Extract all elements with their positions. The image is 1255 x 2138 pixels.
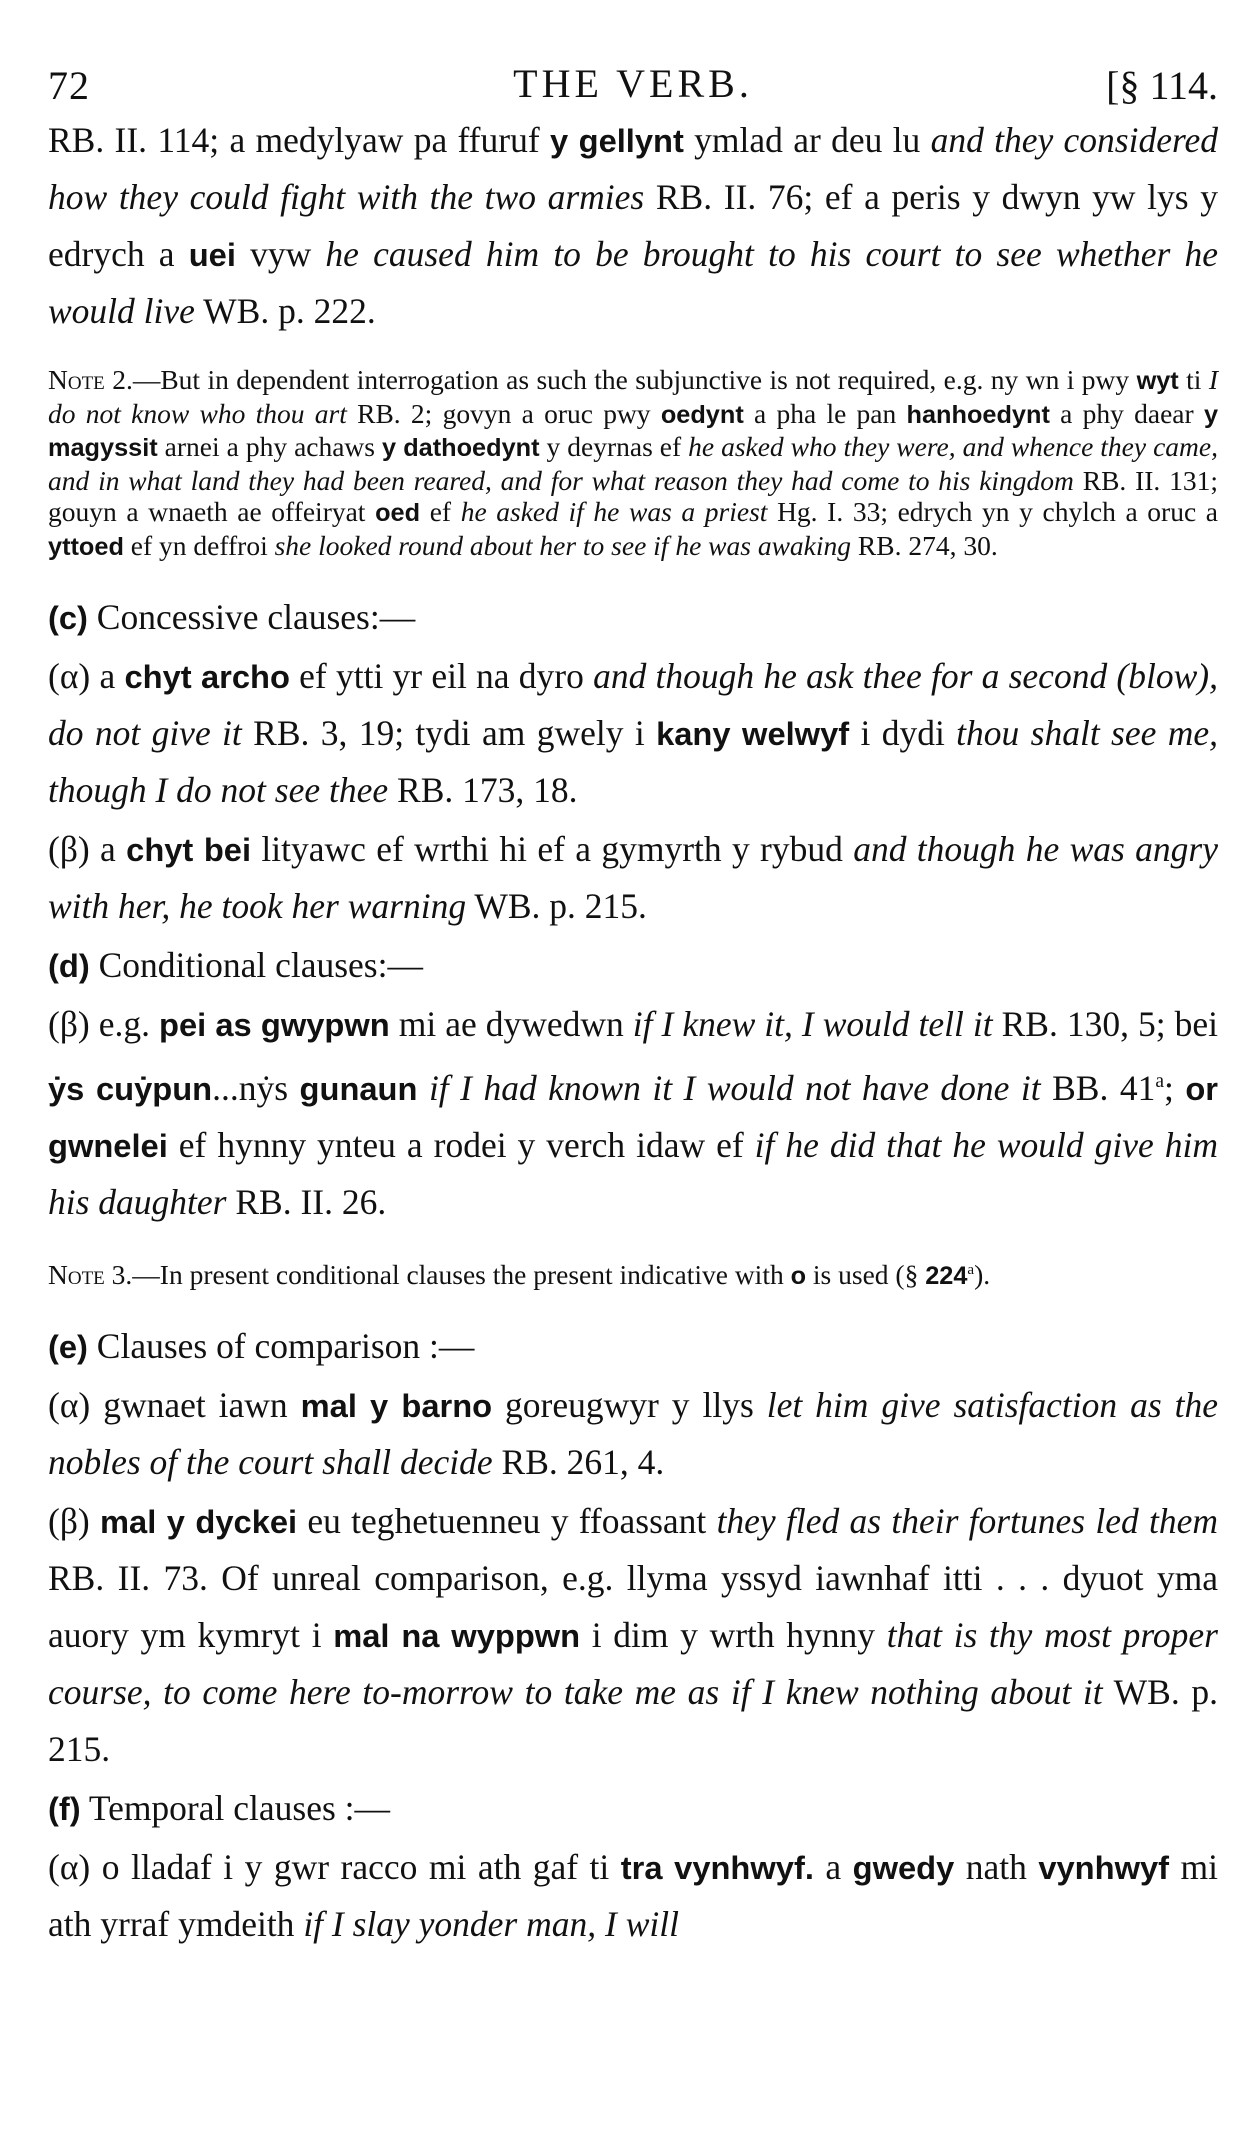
bold-term: or gwnelei [48,1069,1218,1164]
text: BB. 41 [1040,1067,1156,1108]
translation: if I knew it, I would tell it [632,1004,993,1044]
section-label: (c) [48,599,88,636]
bold-term: oed [375,499,421,527]
text: e.g. [89,1004,159,1044]
translation: and though he was angry with her, he took her warning [48,829,1218,926]
translation: I do not know who thou art [48,364,1219,429]
text: RB. 261, 4. [492,1442,665,1483]
page-number: 72 [48,63,90,108]
bold-term: mal y barno [300,1387,493,1425]
section-e-alpha [48,1377,1218,1491]
text: a [89,829,127,869]
section-e-heading [48,1318,1218,1375]
note-2 [48,364,1218,563]
translation: she looked round about her to see if he was awaking [274,529,852,561]
translation: if he did that he would give him his daughter [48,1124,1218,1222]
text: eu teghetuenneu y ffoassant [297,1501,717,1542]
text: i dydi [849,713,957,753]
section-d-heading [48,937,1218,994]
translation: if I slay yonder man, I will [303,1904,679,1945]
section-heading: Temporal clauses :— [80,1788,391,1829]
text: WB. p. 222. [194,291,376,331]
text: RB. 3, 19; tydi am gwely i [241,713,657,753]
sub-label: (β) [48,1501,90,1542]
text: y deyrnas ef [539,431,689,462]
text: is used (§ [806,1258,926,1290]
text: ymlad ar deu lu [683,120,931,160]
section-f-alpha [48,1839,1218,1953]
sub-label: (α) [48,656,91,696]
bold-term: ẏs cuẏpun [48,1069,213,1107]
sub-label: (α) [48,1385,91,1426]
translation: thou shalt see me, though I do not see thee [48,713,1218,810]
bold-term: tra vynhwyf. [620,1849,814,1887]
bold-term: yttoed [48,532,124,561]
text: ti [1178,364,1209,395]
bold-term: pei as gwypwn [159,1006,390,1043]
text: RB. II. 73. Of unreal comparison, e.g. llyma yssyd iawnhaf itti . . . dyuot yma auory ym kymryt i [48,1558,1218,1656]
section-label: (e) [48,1328,88,1366]
bold-term: 224 [925,1261,968,1290]
translation: and they considered how they could fight with the two armies [48,120,1218,217]
text: WB. p. 215. [466,886,647,926]
note-label: Note [48,1258,105,1290]
text: Hg. I. 33; edrych yn y chylch a oruc a [767,496,1218,527]
text [417,1068,428,1108]
paragraph-continuation [48,112,1218,340]
text: i dim y wrth hynny [580,1615,887,1656]
note-label: Note [48,364,105,395]
bold-term: chyt archo [124,658,290,695]
bold-term: hanhoedynt [906,400,1050,429]
text: RB. 2; govyn a oruc pwy [346,397,661,429]
text: RB. II. 131; gouyn a wnaeth ae offeiryat [48,464,1218,527]
section-e-beta [48,1493,1218,1778]
bold-term: mal na wyppwn [333,1617,581,1655]
sub-label: (α) [48,1847,91,1888]
page [48,52,1218,1953]
translation: they fled as their fortunes led them [716,1501,1219,1542]
text: WB. p. 215. [48,1672,1219,1770]
bold-term: gunaun [299,1069,418,1107]
text: ef hynny ynteu a rodei y verch idaw ef [167,1124,755,1165]
text: ef ytti yr eil na dyro [289,656,594,696]
text: mi ae dywedwn [389,1004,633,1044]
bold-term: oedynt [660,400,744,429]
bold-term: gwedy [852,1849,955,1887]
text: a [90,656,125,696]
text: a pha le pan [743,397,907,429]
text: 2.—But in dependent interrogation as such the subjunctive is not required, e.g. ny wn i pwy [104,364,1137,395]
text: lityawc ef wrthi hi ef a gymyrth y rybud [251,829,854,869]
bold-term: o [790,1261,807,1290]
text: arnei a phy achaws [157,431,382,462]
translation: and though he ask thee for a second (blow), do not give it [48,656,1218,753]
translation: he asked if he was a priest [460,496,768,527]
text: mi ath yrraf ymdeith [48,1847,1218,1945]
text [90,1501,100,1541]
text: ). [974,1258,991,1290]
bold-term: vynhwyf [1038,1849,1170,1887]
superscript: a [1155,1071,1164,1092]
text: nath [954,1847,1039,1888]
bold-term: mal y dyckei [100,1503,298,1541]
superscript: a [967,1261,975,1278]
text: RB. II. 26. [226,1181,387,1222]
sub-label: (β) [48,829,90,869]
text: ef yn deffroi [123,529,275,561]
bold-term: y dathoedynt [381,434,540,462]
section-marker: [§ 114. [1106,63,1218,108]
text: ef [420,496,461,527]
sub-label: (β) [48,1004,90,1044]
section-f-heading [48,1780,1218,1837]
text: RB. 130, 5; bei [992,1004,1218,1044]
note-3 [48,1255,1218,1293]
text: 3.—In present conditional clauses the present indicative with [104,1258,791,1290]
text: vyw [235,234,326,274]
bold-term: y gellynt [549,122,684,159]
text: RB. II. 114; a medylyaw pa ffuruf [48,120,550,160]
section-d-beta [48,996,1218,1231]
translation: that is thy most proper course, to come here to-morrow to take me as if I knew nothing about it [48,1615,1218,1713]
running-title: THE VERB. [513,61,753,106]
translation: he asked who they were, and whence they came, and in what land they had been reared, and for what reason they had come to his kingdom [48,431,1218,496]
text: a [813,1847,853,1888]
text: RB. 173, 18. [388,770,578,810]
translation: if I had known it I would not have done it [428,1067,1041,1108]
section-label: (d) [48,947,90,984]
section-label: (f) [48,1790,81,1828]
text: gwnaet iawn [90,1385,301,1426]
text: a phy daear [1049,397,1204,429]
text: RB. II. 76; ef a peris y dwyn yw lys y edrych a [48,177,1218,274]
section-c-beta [48,821,1218,935]
section-c-alpha [48,648,1218,819]
section-heading: Conditional clauses:— [89,945,423,985]
text: o lladaf i y gwr racco mi ath gaf ti [90,1847,621,1888]
bold-term: wyt [1136,367,1179,395]
section-c-heading [48,589,1218,646]
bold-term: uei [188,236,236,273]
text: RB. 274, 30. [851,529,998,561]
text: ; [1164,1067,1186,1108]
text: ...nẏs [212,1067,300,1108]
bold-term: kany welwyf [656,715,850,752]
page-header [48,52,1218,112]
translation: he caused him to be brought to his court to see whether he would live [48,234,1219,331]
text: goreugwyr y llys [492,1385,767,1426]
section-heading: Concessive clauses:— [87,597,416,637]
bold-term: chyt bei [126,831,252,868]
translation: let him give satisfaction as the nobles of the court shall decide [48,1385,1218,1483]
section-heading: Clauses of comparison :— [87,1326,475,1367]
bold-term: y magyssit [48,400,1219,462]
